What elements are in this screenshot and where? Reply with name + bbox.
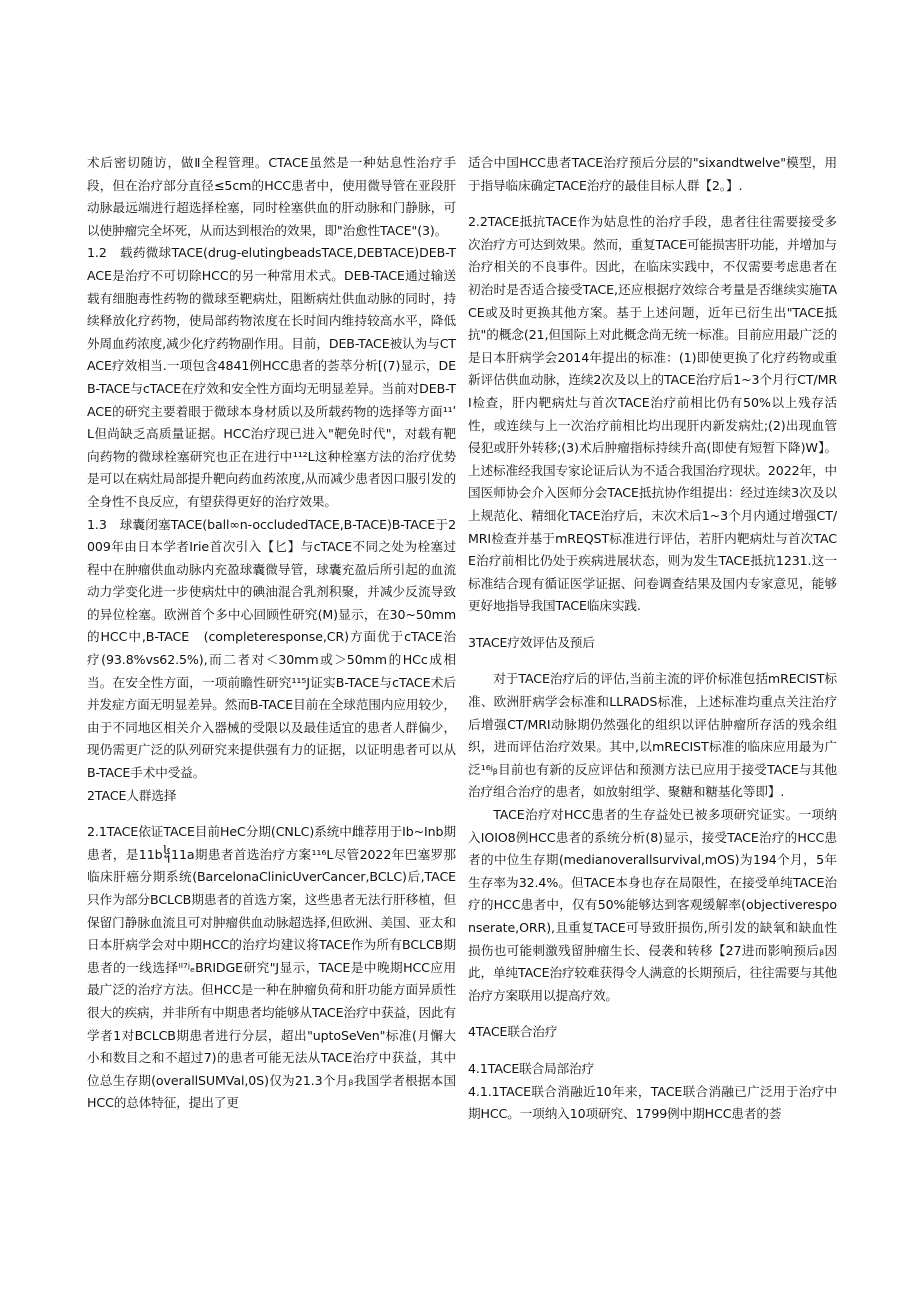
right-spacer bbox=[468, 618, 837, 632]
right-spacer bbox=[468, 1044, 837, 1058]
left-spacer bbox=[87, 807, 456, 821]
right-paragraph: 对于TACE治疗后的评估,当前主流的评价标准包括mRECIST标准、欧洲肝病学会标准和LLRADS标准，上述标准均重点关注治疗后增强CT/MRI动脉期仍然强化的组织以评估肿瘤所存活的残余组织，进而评估治疗效果。其中,以mRECIST标准的临床应用最为广泛¹⁶ʲᵦ目前也有新的反应评估和预测方法已应用于接受TACE与其他治疗组合治疗的患者，如放射组学、聚糖和糖基化等即】. bbox=[468, 671, 837, 800]
right-column bbox=[468, 152, 837, 1126]
left-paragraph: 1.2 载药微球TACE(drug-elutingbeadsTACE,DEBTACE)DEB-TACE是治疗不可切除HCC的另一种常用术式。DEB-TACE通过输送载有细胞毒性药物的微球至靶病灶，阻断病灶供血动脉的同时，持续释放化疗药物，使局部药物浓度在长时间内维持较高水平，降低外周血药浓度,减少化疗药物副作用。目前，DEB-TACE被认为与CTACE疗效相当.一项包含4841例HCC患者的荟萃分析[(7)显示，DEB-TACE与cTACE在疗效和安全性方面均无明显差异。当前对DEB-TACE的研究主要着眼于微球本身材质以及所载药物的选择等方面¹¹ʹL但尚缺乏高质量证据。HCC治疗现已进入"靶免时代"，对载有靶向药物的微球栓塞研究也正在进行中¹¹²L这种栓塞方法的治疗优势是可以在病灶局部提升靶向药血药浓度,从而减少患者因口服引发的全身性不良反应，有望获得更好的治疗效果。 bbox=[87, 245, 456, 509]
right-section-heading: 3TACE疗效评估及预后 bbox=[468, 634, 595, 650]
right-section-heading: 4.1TACE联合局部治疗 bbox=[468, 1060, 595, 1076]
left-paragraph: 术后密切随访，做Ⅱ全程管理。CTACE虽然是一种姑息性治疗手段，但在治疗部分直径≤5cm的HCC患者中，使用微导管在亚段肝动脉最远端进行超选择栓塞，同时栓塞供血的肝动脉和门静脉，可以使肿瘤完全坏死，从而达到根治的效果，即"治愈性TACE"(3)。 bbox=[87, 155, 456, 238]
right-spacer bbox=[468, 654, 837, 668]
left-section-heading: 2TACE人群选择 bbox=[87, 787, 177, 803]
right-section-heading: 4TACE联合治疗 bbox=[468, 1024, 558, 1040]
right-paragraph: 适合中国HCC患者TACE治疗预后分层的"sixandtwelve"模型，用于指导临床确定TACE治疗的最佳目标人群【2。】. bbox=[468, 155, 837, 193]
left-column bbox=[87, 152, 456, 1115]
right-paragraph: 4.1.1TACE联合消融近10年来，TACE联合消融已广泛用于治疗中期HCC。一项纳入10项研究、1799例中期HCC患者的荟 bbox=[468, 1083, 837, 1122]
right-spacer bbox=[468, 197, 837, 211]
right-spacer bbox=[468, 1007, 837, 1021]
left-paragraph: 1.3 球囊闭塞TACE(ball∞n-occludedTACE,B-TACE)B-TACE于2009年由日本学者Irie首次引入【匕】与cTACE不同之处为栓塞过程中在肿瘤供血动脉内充盈球囊微导管，球囊充盈后所引起的血流动力学变化进一步使病灶中的碘油混合乳剂积聚，并减少反流导致的异位栓塞。欧洲首个多中心回顾性研究(M)显示，在30~50mm的HCC中,B-TACE (completeresponse,CR)方面优于cTACE治疗(93.8%vs62.5%),而二者对＜30mm或＞50mm的HCc成相当。在安全性方面，一项前瞻性研究¹¹⁵J证实B-TACE与cTACE术后并发症方面无明显差异。然而B-TACE目前在全球范围内应用较少，由于不同地区相关介入器械的受限以及最佳适宜的患者人群偏少，现仍需更广泛的队列研究来提供强有力的证据，以证明患者可以从B-TACE手术中受益。 bbox=[87, 516, 456, 781]
right-paragraph: 2.2TACE抵抗TACE作为姑息性的治疗手段，患者往往需要接受多次治疗方可达到效果。然而，重复TACE可能损害肝功能，并增加与治疗相关的不良事件。因此，在临床实践中，不仅需要考虑患者在初治时是否适合接受TACE,还应根据疗效综合考量是否继续实施TACE或及时更换其他方案。基于上述问题，近年已衍生出"TACE抵抗"的概念(21,但国际上对此概念尚无统一标准。目前应用最广泛的是日本肝病学会2014年提出的标准：(1)即使更换了化疗药物或重新评估供血动脉，连续2次及以上的TACE治疗后1~3个月行CT/MRI检查，肝内靶病灶与首次TACE治疗前相比仍有50%以上残存活性，或连续与上一次治疗前相比均出现肝内新发病灶;(2)出现血管侵犯或肝外转移;(3)术后肿瘤指标持续升高(即使有短暂下降)W】。上述标准经我国专家论证后认为不适合我国治疗现状。2022年，中国医师协会介入医师分会TACE抵抗协作组提出：经过连续3次及以上规范化、精细化TACE治疗后，末次术后1~3个月内通过增强CT/MRI检查并基于mREQST标准进行评估，若肝内靶病灶与首次TACE治疗前相比仍处于疾病进展状态，则为发生TACE抵抗1231.这一标准结合现有循证医学证据、问卷调查结果及国内专家意见，能够更好地指导我国TACE临床实践. bbox=[468, 214, 837, 614]
left-paragraph: 2.1TACE依证TACE目前HeC分期(CNLC)系统中雌荐用于Ib~Inb期患者，是11b᧤11a期患者首选治疗方案¹¹⁶L尽管2022年巴塞罗那临床肝癌分期系统(BarcelonaClinicUverCancer,BCLC)后,TACE只作为部分BCLCB期患者的首选方案，这些患者无法行肝移植，但保留门静脉血流且可对肿瘤供血动脉超选择,但欧洲、美国、亚太和日本肝病学会对中期HCC的治疗均建议将TACE作为所有BCLCB期患者的一线选择ᴵᴵ⁷ʲₑBRIDGE研究"J显示，TACE是中晚期HCC应用最广泛的治疗方法。但HCC是一种在肿瘤负荷和肝功能方面异质性很大的疾病，并非所有中期患者均能够从TACE治疗中获益，因此有学者1对BCLCB期患者进行分层，超出"uptoSeVen"标准(月懈大小和数目之和不超过7)的患者可能无法从TACE治疗中获益，其中位总生存期(overallSUMVal,0S)仅为21.3个月ᵦ我国学者根据本国HCC的总体特征，提出了更 bbox=[87, 824, 456, 1111]
right-paragraph: TACE治疗对HCC患者的生存益处已被多项研究证实。一项纳入IOIO8例HCC患者的系统分析(8)显示，接受TACE治疗的HCC患者的中位生存期(medianoverallsurvival,mOS)为194个月，5年生存率为32.4%。但TACE本身也存在局限性，在接受单纯TACE治疗的HCC患者中，仅有50%能够达到客观缓解率(objectiveresponserate,ORR),且重复TACE可导致肝损伤,所引发的缺氧和缺血性损伤也可能刺激残留肿瘤生长、侵袭和转移【27进而影响预后ᵦ因此，单纯TACE治疗较难获得令人满意的长期预后，往往需要与其他治疗方案联用以提高疗效。 bbox=[468, 807, 837, 1003]
